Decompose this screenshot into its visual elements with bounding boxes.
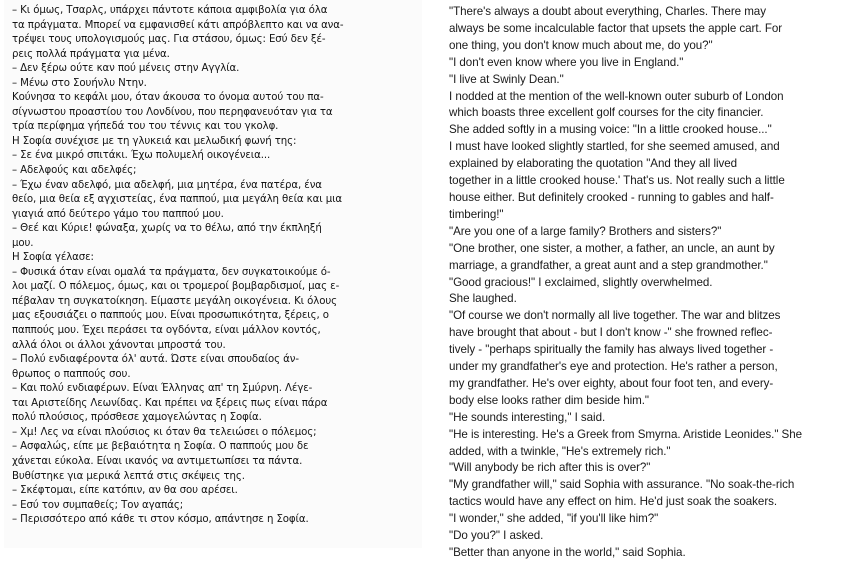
greek-text-line: ρεις πολλά πράγματα για μένα.: [12, 48, 170, 60]
english-text-line: explained by elaborating the quotation "And they all lived: [449, 157, 738, 171]
english-text-line: "There's always a doubt about everything, Charles. There may: [449, 5, 766, 18]
greek-text-line: – Μένω στο Σουήνλυ Ντην.: [12, 77, 147, 89]
greek-text-line: Η Σοφία γέλασε:: [12, 252, 94, 264]
greek-text-line: – Εσύ τον συμπαθείς; Τον αγαπάς;: [12, 499, 184, 511]
greek-text-line: – Πολύ ενδιαφέροντα όλ' αυτά. Ώστε είναι σπουδαίος άν-: [12, 354, 299, 366]
english-text-line: have brought that about - but I don't know -" she frowned reflec-: [449, 326, 773, 340]
greek-text-line: λοι μαζί. Ο πόλεμος, όμως, και οι τρομεροί βομβαρδισμοί, μας ε-: [12, 281, 340, 293]
greek-text-line: τρέψει τους υπολογισμούς μας. Για στάσου, όμως: Εσύ δεν ξέ-: [12, 34, 326, 46]
greek-text-line: τα πράγματα. Μπορεί να εμφανισθεί κάτι απρόβλεπτο και να ανα-: [12, 19, 344, 31]
english-text-line: added, with a twinkle, "He's extremely rich.": [449, 444, 671, 458]
greek-text-line: – Ασφαλώς, είπε με βεβαιότητα η Σοφία. Ο παππούς μου δε: [12, 441, 309, 453]
greek-text-line: πολύ πλούσιος, πρόσθεσε χαμογελώντας η Σοφία.: [12, 412, 262, 424]
greek-text-line: – Και πολύ ενδιαφέρων. Είναι Έλληνας απ' τη Σμύρνη. Λέγε-: [12, 383, 313, 395]
english-text-line: "Are you one of a large family? Brothers and sisters?": [449, 224, 722, 238]
english-text-line: one thing, you don't know much about me, do you?": [449, 38, 713, 52]
greek-text-line: – Αδελφούς και αδελφές;: [12, 165, 137, 177]
english-text-line: "He sounds interesting," I said.: [449, 410, 606, 424]
english-text-line: tactics would have any effect on him. He'd just soak the soakers.: [449, 495, 778, 509]
english-text-line: "One brother, one sister, a mother, a father, an uncle, an aunt by: [449, 241, 775, 255]
english-text-line: "Of course we don't normally all live together. The war and blitzes: [449, 309, 781, 323]
greek-text-line: – Σε ένα μικρό σπιτάκι. Έχω πολυμελή οικογένεια...: [12, 150, 271, 162]
english-text-line: under my grandfather's eye and protection. He's rather a person,: [449, 360, 778, 374]
greek-text-line: μου.: [12, 237, 34, 249]
english-text-column: [449, 4, 849, 562]
greek-text-line: παππούς μου. Έχει περάσει τα ογδόντα, είναι μάλλον κοντός,: [12, 325, 321, 337]
english-text-line: always be some incalculable factor that upsets the apple cart. For: [449, 21, 783, 35]
english-text-line: "Better than anyone in the world," said Sophia.: [449, 546, 686, 559]
greek-text-line: θείο, μια θεία εξ αγχιστείας, ένα παππού, μια μεγάλη θεία και μια: [12, 194, 343, 206]
greek-text-line: Κούνησα το κεφάλι μου, όταν άκουσα το όνομα αυτού του πα-: [12, 92, 324, 104]
english-text-line: "I wonder," she added, "if you'll like him?": [449, 512, 659, 526]
greek-text-line: πέβαλαν τη συγκατοίκηση. Είμαστε μεγάλη οικογένεια. Κι όλους: [12, 295, 338, 307]
english-text-line: I nodded at the mention of the well-known outer suburb of London: [449, 89, 784, 103]
english-text-line: tively - "perhaps spiritually the family has always lived together -: [449, 343, 774, 357]
greek-text-line: Η Σοφία συνέχισε με τη γλυκειά και μελωδική φωνή της:: [12, 135, 297, 147]
greek-text-line: – Θεέ και Κύριε! φώναξα, χωρίς να το θέλω, από την έκπληξή: [12, 223, 322, 235]
english-text-line: marriage, a grandfather, a great aunt and a step grandmother.": [449, 258, 768, 272]
english-text-line: She added softly in a musing voice: "In a little crooked house...": [449, 123, 772, 137]
english-text-line: timbering!": [449, 207, 504, 221]
english-text-line: "He is interesting. He's a Greek from Smyrna. Aristide Leonides." She: [449, 427, 803, 441]
greek-text-line: – Χμ! Λες να είναι πλούσιος κι όταν θα τελειώσει ο πόλεμος;: [12, 426, 317, 438]
greek-text-line: τρία περίφημα γήπεδά του του τέννις και του γκολφ.: [12, 121, 279, 133]
english-text-line: "Will anybody be rich after this is over?": [449, 461, 651, 475]
greek-text-line: – Έχω έναν αδελφό, μια αδελφή, μια μητέρα, ένα πατέρα, ένα: [12, 179, 322, 191]
greek-text-line: θρωπος ο παππούς σου.: [12, 368, 131, 380]
greek-text-line: χάνεται εύκολα. Είναι ικανός να αντιμετωπίσει τα πάντα.: [12, 455, 303, 467]
greek-text-column: [12, 4, 418, 528]
english-text-line: She laughed.: [449, 292, 517, 306]
greek-text-line: σίγνωστου προαστίου του Λονδίνου, που περηφανευόταν για τα: [12, 106, 333, 118]
greek-text-line: ται Αριστείδης Λεωνίδας. Και πρέπει να ξέρεις πως είναι πάρα: [12, 397, 328, 409]
english-text-line: body else looks rather dim beside him.": [449, 393, 650, 407]
english-text-line: house either. But definitely crooked - running to gables and half-: [449, 190, 774, 204]
greek-text-line: – Σκέφτομαι, είπε κατόπιν, αν θα σου αρέσει.: [12, 485, 238, 497]
english-text-line: together in a little crooked house.' That's us. Not really such a little: [449, 174, 785, 188]
greek-text-line: – Περισσότερο από κάθε τι στον κόσμο, απάντησε η Σοφία.: [12, 514, 309, 526]
english-text-line: "My grandfather will," said Sophia with assurance. "No soak-the-rich: [449, 478, 795, 492]
english-text-line: which boasts three excellent golf courses for the city financier.: [449, 106, 764, 120]
english-text-line: I must have looked slightly startled, for she seemed amused, and: [449, 140, 780, 154]
greek-text-line: μας εξουσιάζει ο παππούς μου. Είναι προσωπικότητα, ξέρεις, ο: [12, 310, 329, 322]
greek-text-line: γιαγιά από δεύτερο γάμο του παππού μου.: [12, 208, 224, 220]
english-text-line: my grandfather. He's over eighty, about four foot ten, and every-: [449, 376, 774, 390]
greek-text-line: – Φυσικά όταν είναι ομαλά τα πράγματα, δεν συγκατοικούμε ό-: [12, 266, 331, 278]
greek-text-line: Βυθίστηκε για μερικά λεπτά στις σκέψεις της.: [12, 470, 245, 482]
english-text-line: "Do you?" I asked.: [449, 529, 544, 543]
greek-text-line: αλλά όλοι οι άλλοι χάνονται μπροστά του.: [12, 339, 226, 351]
greek-text-line: – Κι όμως, Τσαρλς, υπάρχει πάντοτε κάποια αμφιβολία για όλα: [12, 5, 328, 16]
english-text-line: "Good gracious!" I exclaimed, slightly overwhelmed.: [449, 275, 713, 289]
greek-text-line: – Δεν ξέρω ούτε καν πού μένεις στην Αγγλία.: [12, 63, 240, 75]
english-text-line: "I live at Swinly Dean.": [449, 72, 564, 86]
english-text-line: "I don't even know where you live in England.": [449, 55, 684, 69]
